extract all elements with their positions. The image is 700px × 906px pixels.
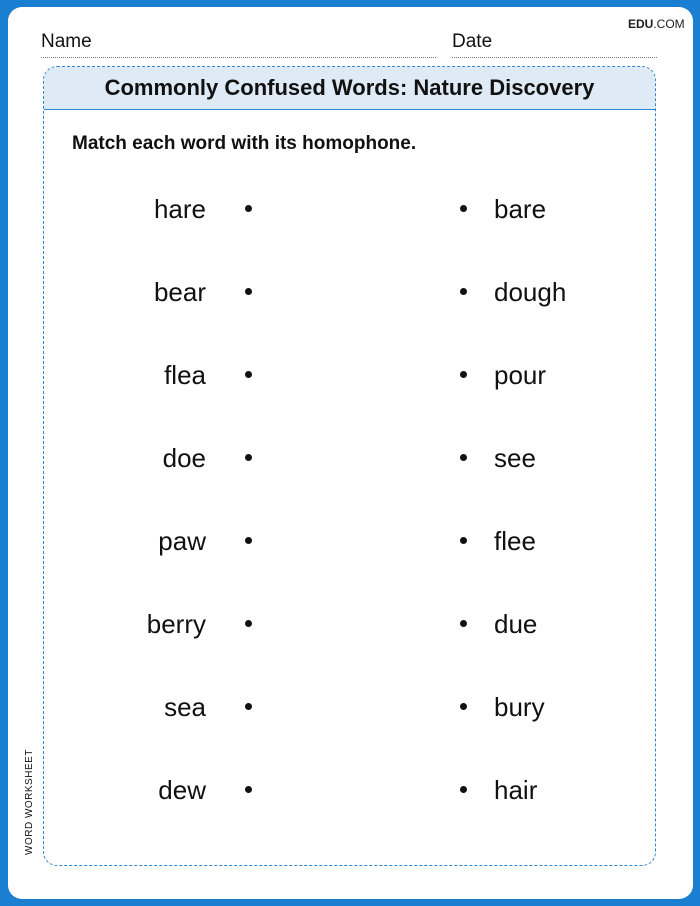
worksheet-page (8, 7, 693, 899)
brand-logo-bold: EDU (628, 17, 654, 31)
match-dot-left[interactable] (245, 537, 252, 544)
pair-row (44, 687, 655, 727)
match-dot-right[interactable] (460, 288, 467, 295)
match-dot-right[interactable] (460, 620, 467, 627)
right-word: hair (494, 775, 538, 805)
right-word: due (494, 609, 538, 639)
name-label: Name (41, 31, 92, 52)
pair-row (44, 272, 655, 312)
match-dot-right[interactable] (460, 205, 467, 212)
right-word: pour (494, 360, 547, 390)
date-label: Date (452, 31, 493, 52)
instruction-text: Match each word with its homophone. (72, 133, 417, 154)
brand-logo-rest: .COM (653, 17, 685, 31)
left-word: flea (164, 360, 206, 390)
left-word: doe (162, 443, 206, 473)
match-dot-right[interactable] (460, 537, 467, 544)
match-dot-left[interactable] (245, 620, 252, 627)
brand-logo (628, 17, 685, 31)
match-dot-left[interactable] (245, 288, 252, 295)
right-word: bury (494, 692, 545, 722)
left-word: bear (153, 277, 206, 307)
match-dot-left[interactable] (245, 371, 252, 378)
match-dot-left[interactable] (245, 454, 252, 461)
date-field[interactable] (452, 31, 657, 58)
match-dot-right[interactable] (460, 703, 467, 710)
match-dot-right[interactable] (460, 454, 467, 461)
pair-row (44, 355, 655, 395)
pair-row (44, 189, 655, 229)
worksheet-title: Commonly Confused Words: Nature Discovery (44, 67, 655, 110)
right-word: see (494, 443, 536, 473)
match-dot-right[interactable] (460, 786, 467, 793)
left-word: berry (146, 609, 206, 639)
name-field[interactable] (41, 31, 436, 58)
match-dot-left[interactable] (245, 703, 252, 710)
left-word: sea (164, 692, 206, 722)
left-word: hare (153, 194, 206, 224)
pair-row (44, 521, 655, 561)
left-word: paw (158, 526, 206, 556)
side-label: WORD WORKSHEET (24, 749, 35, 855)
match-dot-left[interactable] (245, 786, 252, 793)
left-word: dew (158, 775, 206, 805)
match-dot-right[interactable] (460, 371, 467, 378)
pair-row (44, 770, 655, 810)
match-dot-left[interactable] (245, 205, 252, 212)
right-word: dough (494, 277, 567, 307)
pair-row (44, 438, 655, 478)
pair-row (44, 604, 655, 644)
right-word: flee (494, 526, 536, 556)
right-word: bare (494, 194, 547, 224)
worksheet-card (43, 66, 656, 866)
